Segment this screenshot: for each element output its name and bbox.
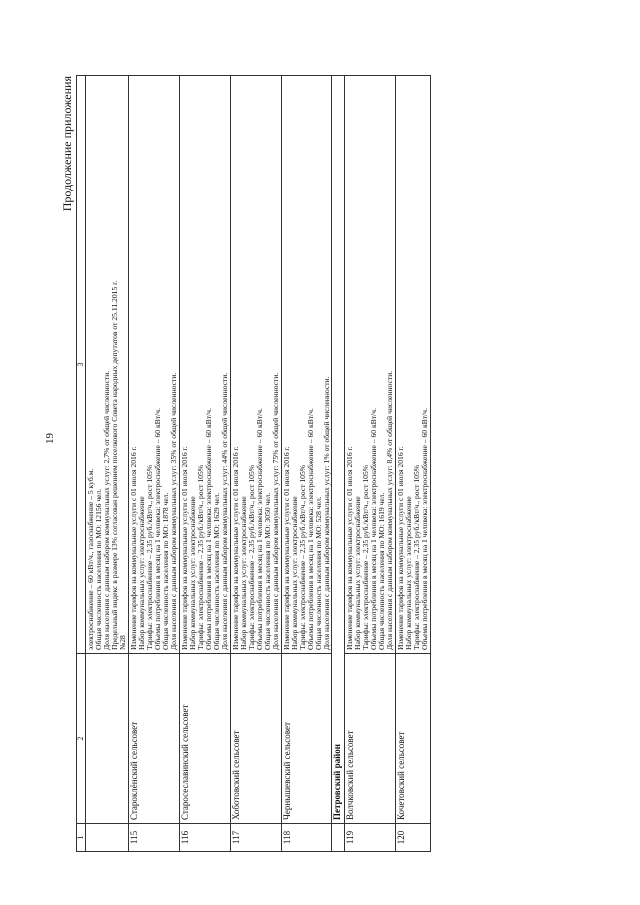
text-line: Доля населения с данным набором коммунальных услуг: 2,7% от общей численности.: [102, 370, 112, 650]
table-row: [129, 76, 180, 852]
row-number: 120: [395, 824, 430, 852]
municipality-name: Хоботовский сельсовет: [230, 654, 281, 824]
municipality-name: Чернышевский сельсовет: [281, 654, 332, 824]
rotated-page-content: [62, 72, 582, 852]
text-line: Доля населения с данным набором коммунальных услуг: 75% от общей численности.: [270, 372, 280, 650]
table-row: [395, 76, 430, 852]
tariff-table: [76, 75, 431, 852]
text-line: Изменение тарифов на коммунальные услуги с 01 июля 2016 г.: [230, 446, 240, 650]
municipality-name: Волчковский сельсовет: [344, 654, 395, 824]
text-line: Доля населения с данным набором коммунальных услуг: 35% от общей численности.: [169, 372, 179, 650]
table-row: [281, 76, 332, 852]
text-line: Общая численность населения по МО: 3050 чел.: [262, 492, 272, 650]
text-line: Общая численность населения по МО: 1629 чел.: [211, 492, 221, 650]
text-line: Доля населения с данным набором коммунальных услуг: 8,4% от общей численности.: [384, 370, 394, 650]
row-details: [395, 76, 430, 654]
text-line: Набор коммунальных услуг: электроснабжение: [289, 496, 299, 650]
row-number: 118: [281, 824, 332, 852]
text-line: Общая численность населения по МО: 528 чел.: [313, 496, 323, 650]
row-details: [344, 76, 395, 654]
row-details: [129, 76, 180, 654]
row-number: 119: [344, 824, 395, 852]
text-line: Изменение тарифов на коммунальные услуги с 01 июля 2016 г.: [395, 446, 405, 650]
municipality-name: Староклёнский сельсовет: [129, 654, 180, 824]
text-line: Объемы потребления в месяц на 1 человека: электроснабжение – 60 кВт/ч.: [203, 408, 213, 650]
text-line: Предельный индекс в размере 13% согласован решением поселкового Совета народных депутатов от 25.11.2015 г.: [110, 280, 120, 650]
text-line: Объемы потребления в месяц на 1 человека: электроснабжение – 60 кВт/ч.: [305, 408, 315, 650]
table-row: [180, 76, 231, 852]
row-details: [281, 76, 332, 654]
municipality-name: Кочетовский сельсовет: [395, 654, 430, 824]
continuation-title: Продолжение приложения: [60, 76, 74, 212]
header-col-1: 1: [77, 824, 86, 852]
text-line: Набор коммунальных услуг: электроснабжение: [137, 496, 147, 650]
header-col-2: 2: [77, 654, 86, 824]
section-title: Петровский район: [332, 76, 344, 824]
text-line: Общая численность населения по МО: 12156 чел.: [94, 488, 104, 650]
row-number: 117: [230, 824, 281, 852]
text-line: Тарифы: электроснабжение – 2,35 руб./кВт/ч., рост 105%: [360, 464, 370, 650]
text-line: Доля населения с данным набором коммунальных услуг: 1% от общей численности.: [321, 376, 331, 650]
text-line: Изменение тарифов на коммунальные услуги с 01 июля 2016 г.: [129, 446, 139, 650]
text-line: электроснабжение – 60 кВт/ч., газоснабжение – 5 куб.м.: [86, 468, 96, 650]
row-number: 116: [180, 824, 231, 852]
text-line: Набор коммунальных услуг: электроснабжение: [403, 496, 413, 650]
text-line: Изменение тарифов на коммунальные услуги с 01 июля 2016 г.: [180, 446, 190, 650]
header-row: [77, 76, 86, 852]
row-details: [180, 76, 231, 654]
section-row: [332, 76, 344, 852]
text-line: Тарифы: электроснабжение – 2,35 руб./кВт/ч., рост 105%: [246, 464, 256, 650]
page-number: 19: [44, 433, 56, 444]
carryover-row: [86, 76, 129, 852]
text-line: Объемы потребления в месяц на 1 человека: электроснабжение – 60 кВт/ч.: [419, 408, 429, 650]
text-line: Общая численность населения по МО: 1878 чел.: [161, 492, 171, 650]
text-line: Объемы потребления в месяц на 1 человека: электроснабжение – 60 кВт/ч.: [368, 408, 378, 650]
row-number: 115: [129, 824, 180, 852]
row-details: [230, 76, 281, 654]
table-row: [230, 76, 281, 852]
text-line: Тарифы: электроснабжение – 2,35 руб./кВт/ч., рост 105%: [297, 464, 307, 650]
text-line: Тарифы: электроснабжение – 2,35 руб./кВт/ч., рост 105%: [195, 464, 205, 650]
municipality-name: Старосеславинский сельсовет: [180, 654, 231, 824]
table-row: [344, 76, 395, 852]
carryover-text: [86, 76, 129, 654]
text-line: Тарифы: электроснабжение – 2,35 руб./кВт/ч., рост 105%: [145, 464, 155, 650]
text-line: Общая численность населения по МО: 1619 чел.: [376, 492, 386, 650]
text-line: Изменение тарифов на коммунальные услуги с 01 июля 2016 г.: [281, 446, 291, 650]
text-line: Набор коммунальных услуг: электроснабжение: [352, 496, 362, 650]
text-line: Набор коммунальных услуг: электроснабжение: [238, 496, 248, 650]
text-line: Доля населения с данным набором коммунальных услуг: 44% от общей численности.: [219, 372, 229, 650]
text-line: Тарифы: электроснабжение – 2,35 руб./кВт/ч., рост 105%: [411, 464, 421, 650]
text-line: Объемы потребления в месяц на 1 человека: электроснабжение – 60 кВт/ч.: [254, 408, 264, 650]
header-col-3: 3: [77, 76, 86, 654]
text-line: Изменение тарифов на коммунальные услуги с 01 июля 2016 г.: [344, 446, 354, 650]
text-line: Объемы потребления в месяц на 1 человека: электроснабжение – 60 кВт/ч.: [153, 408, 163, 650]
text-line: №28: [118, 635, 128, 650]
text-line: Набор коммунальных услуг: электроснабжение: [188, 496, 198, 650]
